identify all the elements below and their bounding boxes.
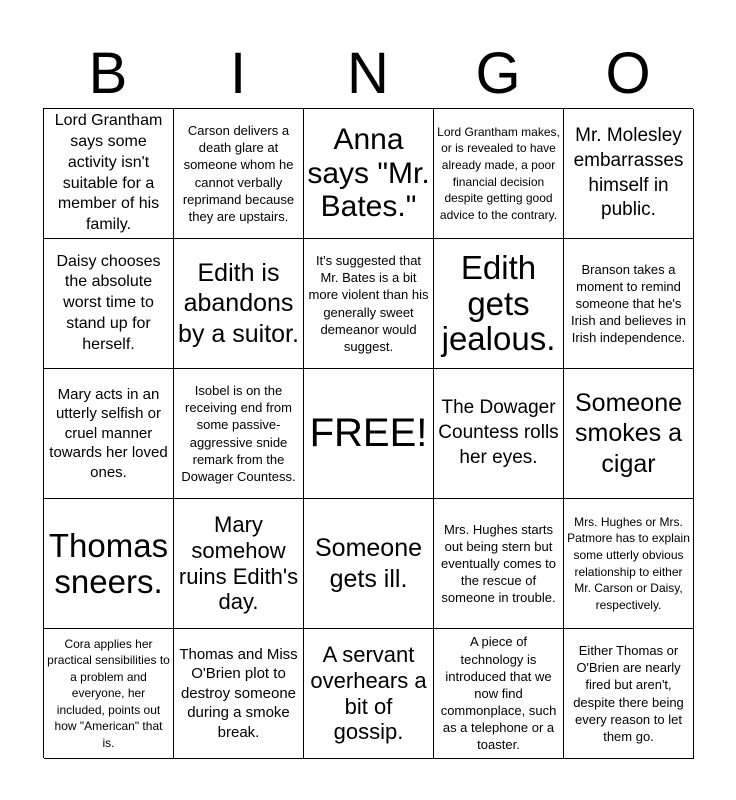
cell-text: Anna says "Mr. Bates.": [307, 123, 430, 224]
bingo-cell[interactable]: [44, 499, 174, 629]
cell-text: Edith gets jealous.: [441, 249, 556, 358]
cell-text: Either Thomas or O'Brien are nearly fired but aren't, despite there being every reason to let them go.: [573, 643, 684, 744]
bingo-cell[interactable]: [434, 109, 564, 239]
cell-text: Lord Grantham makes, or is revealed to have already made, a poor financial decision despite getting good advice to the contrary.: [437, 124, 560, 222]
cell-text: Mrs. Hughes starts out being stern but eventually comes to the rescue of someone in trouble.: [441, 521, 556, 606]
bingo-cell[interactable]: [44, 239, 174, 369]
cell-text: Branson takes a moment to remind someone that he's Irish and believes in Irish independence.: [571, 261, 686, 346]
cell-text: Thomas sneers.: [48, 526, 169, 600]
bingo-cell[interactable]: [174, 239, 304, 369]
header-letter-b: B: [88, 41, 128, 106]
cell-text: A piece of technology is introduced that we now find commonplace, such as a telephone or a toaster.: [440, 634, 557, 753]
cell-text: Edith is abandons by a suitor.: [178, 258, 299, 348]
bingo-cell[interactable]: [174, 499, 304, 629]
cell-text: Carson delivers a death glare at someone whom he cannot verbally reprimand because they are upstairs.: [182, 123, 295, 224]
header-letter-i: I: [229, 41, 247, 106]
cell-text: Daisy chooses the absolute worst time to stand up for herself.: [56, 252, 161, 353]
cell-text: Mrs. Hughes or Mrs. Patmore has to explain some utterly obvious relationship to either Mr. Carson or Daisy, respectively.: [567, 514, 690, 612]
bingo-cell[interactable]: [564, 239, 694, 369]
cell-text: Mr. Molesley embarrasses himself in public.: [573, 125, 684, 221]
bingo-cell[interactable]: [564, 109, 694, 239]
bingo-cell-free[interactable]: [304, 369, 434, 499]
bingo-board: [43, 108, 693, 758]
cell-text: Lord Grantham says some activity isn't suitable for a member of his family.: [54, 112, 163, 234]
free-space-text: FREE!: [309, 411, 428, 456]
cell-text: Thomas and Miss O'Brien plot to destroy someone during a smoke break.: [179, 645, 298, 741]
cell-text: Someone smokes a cigar: [574, 388, 683, 478]
bingo-cell[interactable]: [304, 239, 434, 369]
bingo-cell[interactable]: [174, 629, 304, 759]
bingo-cell[interactable]: [564, 499, 694, 629]
bingo-cell[interactable]: [564, 369, 694, 499]
header-letter-o: O: [605, 41, 651, 106]
bingo-cell[interactable]: [44, 109, 174, 239]
bingo-cell[interactable]: [304, 499, 434, 629]
bingo-cell[interactable]: [174, 369, 304, 499]
cell-text: A servant overhears a bit of gossip.: [310, 641, 427, 745]
cell-text: Cora applies her practical sensibilities to a problem and everyone, her included, points out how "American" that is.: [47, 636, 170, 750]
cell-text: Mary acts in an utterly selfish or cruel manner towards her loved ones.: [49, 385, 168, 481]
bingo-cell[interactable]: [434, 369, 564, 499]
cell-text: Isobel is on the receiving end from some passive-aggressive snide remark from the Dowager Countess.: [181, 383, 296, 484]
bingo-cell[interactable]: [304, 109, 434, 239]
bingo-cell[interactable]: [434, 629, 564, 759]
header-letter-n: N: [347, 41, 389, 106]
bingo-cell[interactable]: [434, 499, 564, 629]
cell-text: Mary somehow ruins Edith's day.: [178, 511, 299, 615]
bingo-header: [43, 40, 693, 108]
bingo-cell[interactable]: [44, 629, 174, 759]
bingo-cell[interactable]: [44, 369, 174, 499]
cell-text: The Dowager Countess rolls her eyes.: [438, 397, 559, 468]
header-letter-g: G: [475, 41, 521, 106]
cell-text: It's suggested that Mr. Bates is a bit more violent than his generally sweet demeanor would suggest.: [308, 253, 429, 354]
bingo-cell[interactable]: [564, 629, 694, 759]
cell-text: Someone gets ill.: [314, 534, 423, 593]
bingo-cell[interactable]: [304, 629, 434, 759]
bingo-cell[interactable]: [174, 109, 304, 239]
bingo-cell[interactable]: [434, 239, 564, 369]
